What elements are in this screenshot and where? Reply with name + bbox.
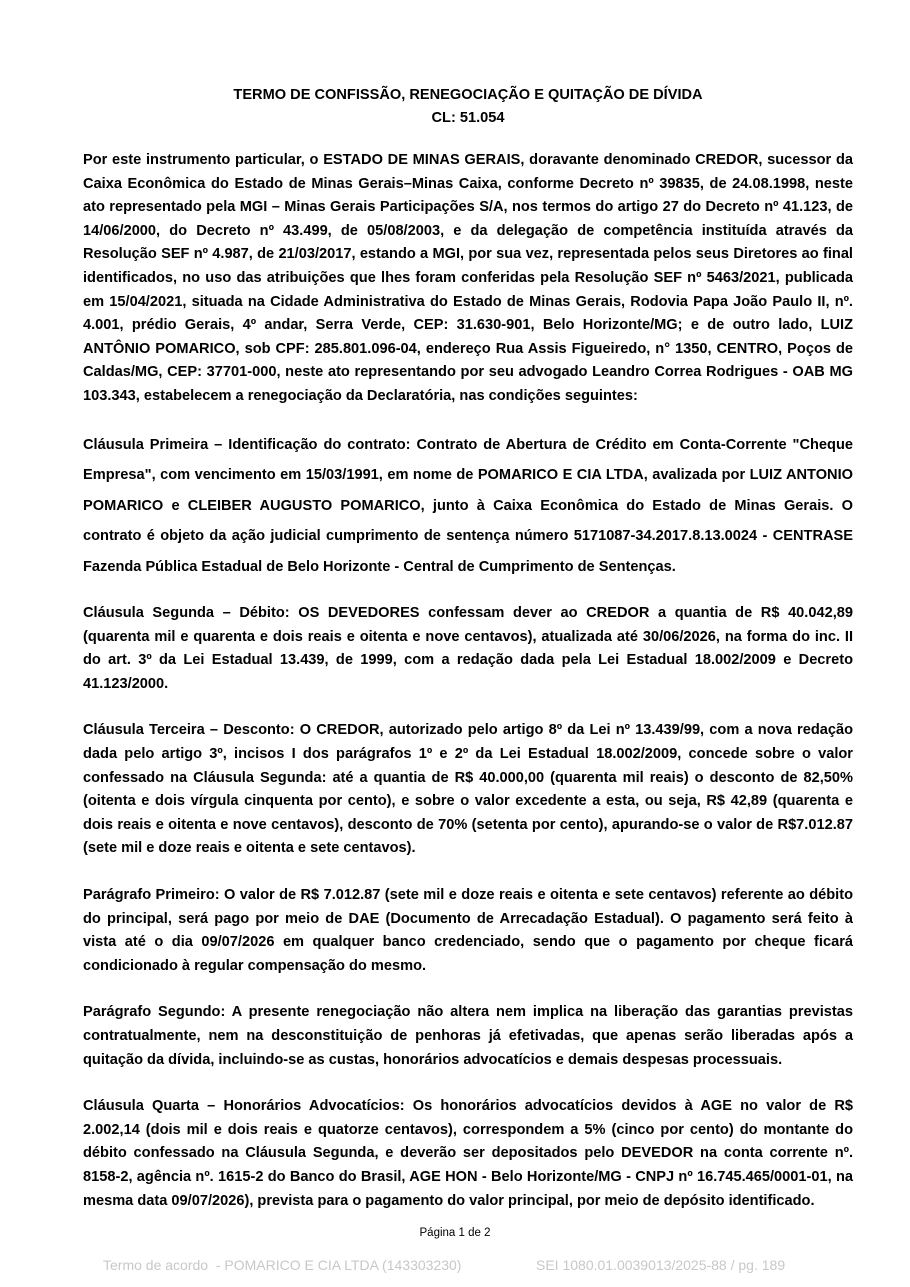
footer-process-reference: SEI 1080.01.0039013/2025-88 / pg. 189 xyxy=(536,1257,786,1273)
document-subtitle: CL: 51.054 xyxy=(431,110,505,126)
clausula-quarta-paragraph: Cláusula Quarta – Honorários Advocatícios: Os honorários advocatícios devidos à AGE no valor de R$ 2.002,14 (dois mil e dois reais e quatorze centavos), correspondem a 5% (cinco por cento) do montante do débito confessado na Cláusula Segunda, e deverão ser depositados pelo DEVEDOR na conta corrente nº. 8158-2, agência nº. 1615-2 do Banco do Brasil, AGE HON - Belo Horizonte/MG - CNPJ nº 16.745.465/0001-01, na mesma data 09/07/2026), prevista para o pagamento do valor principal, por meio de depósito identificado. xyxy=(83,1098,853,1209)
clausula-terceira-paragraph: Cláusula Terceira – Desconto: O CREDOR, autorizado pelo artigo 8º da Lei nº 13.439/99, com a nova redação dada pelo artigo 3º, incisos I dos parágrafos 1º e 2º da Lei Estadual 18.002/2009, concede sobre o valor confessado na Cláusula Segunda: até a quantia de R$ 40.000,00 (quarenta mil reais) o desconto de 82,50% (oitenta e dois vírgula cinquenta por cento), e sobre o valor excedente a esta, ou seja, R$ 42,89 (quarenta e dois reais e oitenta e nove centavos), desconto de 70% (setenta por cento), apurando-se o valor de R$7.012.87 (sete mil e doze reais e oitenta e sete centavos). xyxy=(83,722,853,857)
page-number: Página 1 de 2 xyxy=(419,1227,491,1239)
paragrafo-segundo-paragraph: Parágrafo Segundo: A presente renegociação não altera nem implica na liberação das garantias previstas contratualmente, nem na desconstituição de penhoras já efetivadas, que apenas serão liberadas após a quitação da dívida, incluindo-se as custas, honorários advocatícios e demais despesas processuais. xyxy=(83,1004,853,1068)
footer-document-label: Termo de acordo - POMARICO E CIA LTDA (143303230) xyxy=(103,1257,462,1273)
document-title: TERMO DE CONFISSÃO, RENEGOCIAÇÃO E QUITAÇÃO DE DÍVIDA xyxy=(233,87,703,103)
intro-paragraph: Por este instrumento particular, o ESTADO DE MINAS GERAIS, doravante denominado CREDOR, sucessor da Caixa Econômica do Estado de Minas Gerais–Minas Caixa, conforme Decreto nº 39835, de 24.08.1998, neste ato representado pela MGI – Minas Gerais Participações S/A, nos termos do artigo 27 do Decreto nº 41.123, de 14/06/2000, do Decreto nº 43.499, de 05/08/2003, e da delegação de competência instituída através da Resolução SEF nº 4.987, de 21/03/2017, estando a MGI, por sua vez, representada pelos seus Diretores ao final identificados, no uso das atribuições que lhes foram conferidas pela Resolução SEF nº 5463/2021, publicada em 15/04/2021, situada na Cidade Administrativa do Estado de Minas Gerais, Rodovia Papa João Paulo II, nº. 4.001, prédio Gerais, 4º andar, Serra Verde, CEP: 31.630-901, Belo Horizonte/MG; e de outro lado, LUIZ ANTÔNIO POMARICO, sob CPF: 285.801.096-04, endereço Rua Assis Figueiredo, n° 1350, CENTRO, Poços de Caldas/MG, CEP: 37701-000, neste ato representando por seu advogado Leandro Correa Rodrigues - OAB MG 103.343, estabelecem a renegociação da Declaratória, nas condições seguintes: xyxy=(83,152,853,404)
clausula-segunda-paragraph: Cláusula Segunda – Débito: OS DEVEDORES confessam dever ao CREDOR a quantia de R$ 40.042,89 (quarenta mil e quarenta e dois reais e oitenta e nove centavos), atualizada até 30/06/2026, na forma do inc. II do art. 3º da Lei Estadual 13.439, de 1999, com a redação dada pela Lei Estadual 18.002/2009 e Decreto 41.123/2000. xyxy=(83,605,853,692)
document-body xyxy=(83,84,853,1213)
paragrafo-primeiro-paragraph: Parágrafo Primeiro: O valor de R$ 7.012.87 (sete mil e doze reais e oitenta e sete centavos) referente ao débito do principal, será pago por meio de DAE (Documento de Arrecadação Estadual). O pagamento será feito à vista até o dia 09/07/2026 em qualquer banco credenciado, sendo que o pagamento por cheque ficará condicionado à regular compensação do mesmo. xyxy=(83,886,853,974)
clausula-primeira-paragraph: Cláusula Primeira – Identificação do contrato: Contrato de Abertura de Crédito em Conta-Corrente "Cheque Empresa", com vencimento em 15/03/1991, em nome de POMARICO E CIA LTDA, avalizada por LUIZ ANTONIO POMARICO e CLEIBER AUGUSTO POMARICO, junto à Caixa Econômica do Estado de Minas Gerais. O contrato é objeto da ação judicial cumprimento de sentença número 5171087-34.2017.8.13.0024 - CENTRASE Fazenda Pública Estadual de Belo Horizonte - Central de Cumprimento de Sentenças. xyxy=(83,436,853,575)
